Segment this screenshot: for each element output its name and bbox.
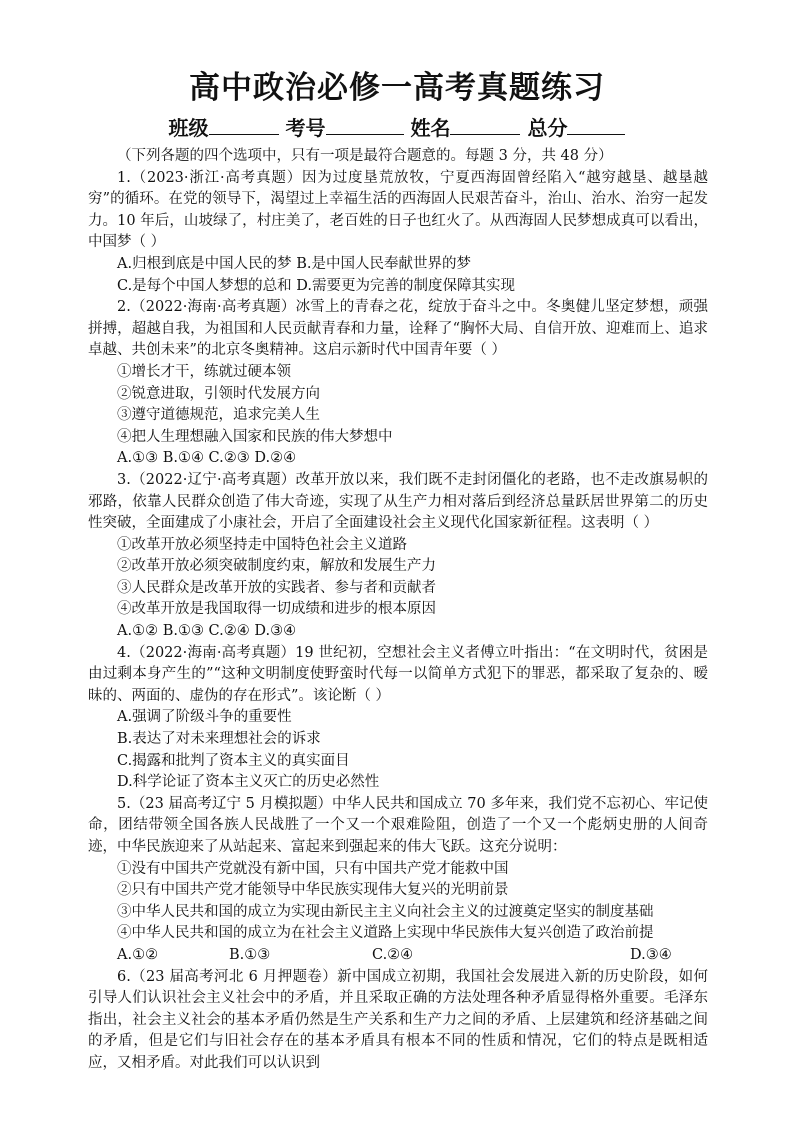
name-blank (450, 116, 520, 135)
instructions: （下列各题的四个选项中，只有一项是最符合题意的。每题 3 分，共 48 分） (117, 148, 613, 164)
question-5-statement-2: ②只有中国共产党才能领导中华民族实现伟大复兴的光明前景 (117, 882, 509, 899)
score-blank (567, 116, 625, 135)
question-4-stem: 4.（2022·海南·高考真题）19 世纪初，空想社会主义者傅立叶指出：“在文明时代，贫困是由过剩本身产生的”“这种文明制度使野蛮时代每一以简单方式犯下的罪恶，都采取了复杂的、暧昧的、两面的、虚伪的存在形式”。该论断（ ） (88, 644, 708, 704)
question-6-stem: 6.（23 届高考河北 6 月押题卷）新中国成立初期，我国社会发展进入新的历史阶段，如何引导人们认识社会主义社会中的矛盾，并且采取正确的方法处理各种矛盾显得格外重要。毛泽东指出，社会主义社会的基本矛盾仍然是生产关系和生产力之间的矛盾、上层建筑和经济基础之间的矛盾，但是它们与旧社会存在的基本矛盾具有根本不同的性质和情况，它们的特点是既相适应，又相矛盾。对此我们可以认识到 (88, 968, 708, 1071)
question-2-statement-2: ②锐意进取，引领时代发展方向 (117, 385, 320, 402)
question-3-statement-4: ④改革开放是我国取得一切成绩和进步的根本原因 (117, 601, 436, 618)
number-label: 考号 (285, 116, 326, 140)
question-2-statement-3: ③遵守道德规范，追求完美人生 (117, 407, 320, 424)
question-5-option-d: D.③④ (630, 946, 672, 963)
question-1-options-ab: A.归根到底是中国人民的梦 B.是中国人民奉献世界的梦 (117, 255, 471, 272)
question-4-option-a: A.强调了阶级斗争的重要性 (117, 709, 292, 726)
question-5-statement-4: ④中华人民共和国的成立为在社会主义道路上实现中华民族伟大复兴创造了政治前提 (117, 925, 654, 942)
student-info-line (0, 112, 794, 141)
question-5-statement-1: ①没有中国共产党就没有新中国，只有中国共产党才能救中国 (117, 860, 509, 877)
question-3-statement-2: ②改革开放必须突破制度约束，解放和发展生产力 (117, 558, 436, 575)
questions-body (88, 146, 708, 1075)
question-5-option-c: C.②④ (372, 946, 414, 963)
question-1-options-cd: C.是每个中国人梦想的总和 D.需要更为完善的制度保障其实现 (117, 277, 516, 294)
number-blank (326, 116, 404, 135)
page-title: 高中政治必修一高考真题练习 (189, 70, 605, 106)
question-4-option-c: C.揭露和批判了资本主义的真实面目 (117, 752, 350, 769)
class-label: 班级 (168, 116, 209, 140)
question-5-option-b: B.①③ (229, 946, 271, 963)
question-5-statement-3: ③中华人民共和国的成立为实现由新民主主义向社会主义的过渡奠定坚实的制度基础 (117, 903, 654, 920)
question-3-statement-3: ③人民群众是改革开放的实践者、参与者和贡献者 (117, 579, 436, 596)
question-2-stem: 2.（2022·海南·高考真题）冰雪上的青春之花，绽放于奋斗之中。冬奥健儿坚定梦想，顽强拼搏，超越自我，为祖国和人民贡献青春和力量，诠释了“胸怀大局、自信开放、迎难而上、追求卓越、共创未来”的北京冬奥精神。这启示新时代中国青年要（ ） (88, 299, 708, 359)
question-4-option-b: B.表达了对未来理想社会的诉求 (117, 731, 321, 748)
question-2-statement-1: ①增长才干，练就过硬本领 (117, 363, 291, 380)
question-3-statement-1: ①改革开放必须坚持走中国特色社会主义道路 (117, 536, 407, 553)
question-2-statement-4: ④把人生理想融入国家和民族的伟大梦想中 (117, 428, 393, 445)
name-label: 姓名 (410, 116, 451, 140)
question-5-stem: 5.（23 届高考辽宁 5 月模拟题）中华人民共和国成立 70 多年来，我们党不忘初心、牢记使命，团结带领全国各族人民战胜了一个又一个艰难险阻，创造了一个又一个彪炳史册的人间奇迹，中华民族迎来了从站起来、富起来到强起来的伟大飞跃。这充分说明： (88, 795, 708, 855)
question-3-stem: 3.（2022·辽宁·高考真题）改革开放以来，我们既不走封闭僵化的老路，也不走改旗易帜的邪路，依靠人民群众创造了伟大奇迹，实现了从生产力相对落后到经济总量跃居世界第二的历史性突破，全面建成了小康社会，开启了全面建设社会主义现代化国家新征程。这表明（ ） (88, 471, 708, 532)
question-1-stem: 1.（2023·浙江·高考真题）因为过度垦荒放牧，宁夏西海固曾经陷入“越穷越垦、越垦越穷”的循环。在党的领导下，渴望过上幸福生活的西海固人民艰苦奋斗，治山、治水、治穷一起发力。10 年后，山坡绿了，村庄美了，老百姓的日子也红火了。从西海固人民梦想成真可以看出，中国梦（ ） (88, 169, 708, 251)
question-2-answers: A.①③ B.①④ C.②③ D.②④ (117, 450, 297, 467)
question-5-answers (88, 945, 708, 967)
score-label: 总分 (527, 116, 568, 140)
class-blank (209, 116, 279, 135)
question-4-option-d: D.科学论证了资本主义灭亡的历史必然性 (117, 774, 380, 791)
question-5-option-a: A.①② (117, 946, 159, 963)
question-3-answers: A.①② B.①③ C.②④ D.③④ (117, 623, 297, 640)
